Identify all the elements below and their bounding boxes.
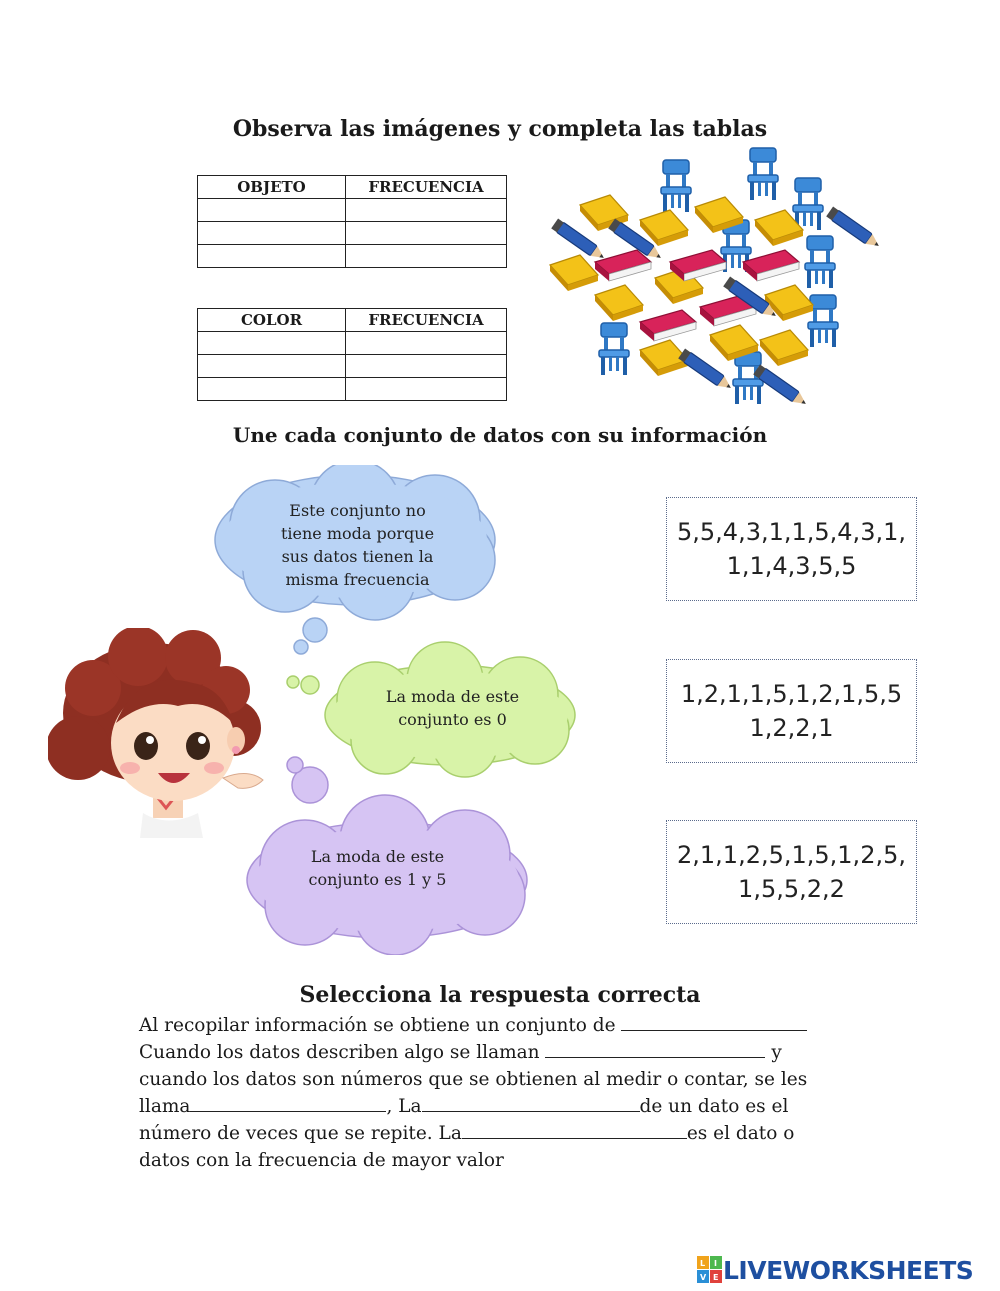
cloud-3-text: La moda de este conjunto es 1 y 5 <box>308 847 447 889</box>
table-cell-input[interactable] <box>346 245 507 268</box>
paragraph-text: de un dato es el <box>639 1096 789 1117</box>
logo-badge-letter: V <box>700 1273 707 1282</box>
table-cell-input[interactable] <box>346 332 507 355</box>
paragraph-text: cuando los datos son números que se obtienen al medir o contar, se les <box>139 1069 808 1090</box>
table-header: COLOR <box>198 309 346 332</box>
answer-blank-3[interactable] <box>190 1093 386 1112</box>
table-cell-input[interactable] <box>198 199 346 222</box>
table-cell-input[interactable] <box>346 222 507 245</box>
dataset-text: 1,2,1,1,5,1,2,1,5,5 1,2,2,1 <box>680 680 903 742</box>
paragraph-text: , La <box>386 1096 422 1117</box>
dataset-box-3[interactable] <box>666 820 917 924</box>
dataset-text: 2,1,1,2,5,1,5,1,2,5, 1,5,5,2,2 <box>677 841 906 903</box>
dataset-text: 5,5,4,3,1,1,5,4,3,1, 1,1,4,3,5,5 <box>677 518 906 580</box>
section3-title: Selecciona la respuesta correcta <box>299 982 701 1008</box>
table-cell-input[interactable] <box>198 332 346 355</box>
paragraph-text: y <box>765 1042 782 1063</box>
table-cell-input[interactable] <box>198 222 346 245</box>
table-cell-input[interactable] <box>198 355 346 378</box>
dataset-box-2[interactable] <box>666 659 917 763</box>
fill-in-paragraph <box>139 1012 859 1174</box>
cloud-1-text: Este conjunto no tiene moda porque sus datos tienen la misma frecuencia <box>280 501 435 589</box>
logo-badge-icon <box>697 1256 723 1284</box>
paragraph-text: llama <box>139 1096 191 1117</box>
paragraph-text: es el dato o <box>686 1123 795 1144</box>
table-cell-input[interactable] <box>346 355 507 378</box>
table-cell-input[interactable] <box>346 378 507 401</box>
answer-blank-2[interactable] <box>545 1039 765 1058</box>
cloud-2-text: La moda de este conjunto es 0 <box>385 687 520 729</box>
table-cell-input[interactable] <box>198 245 346 268</box>
table-header: OBJETO <box>198 176 346 199</box>
section2-title: Une cada conjunto de datos con su información <box>232 423 768 447</box>
object-frequency-table <box>197 175 507 268</box>
paragraph-text: Al recopilar información se obtiene un conjunto de <box>139 1015 622 1036</box>
logo-text: LIVEWORKSHEETS <box>723 1255 974 1285</box>
logo-badge-letter: E <box>713 1273 719 1282</box>
objects-illustration <box>545 140 885 410</box>
section1-title: Observa las imágenes y completa las tablas <box>232 116 768 142</box>
answer-blank-4[interactable] <box>422 1093 640 1112</box>
answer-blank-1[interactable] <box>621 1012 807 1031</box>
dataset-box-1[interactable] <box>666 497 917 601</box>
table-header: FRECUENCIA <box>346 176 507 199</box>
color-frequency-table <box>197 308 507 401</box>
liveworksheets-logo <box>697 1254 973 1286</box>
table-cell-input[interactable] <box>346 199 507 222</box>
table-cell-input[interactable] <box>198 378 346 401</box>
paragraph-text: Cuando los datos describen algo se llaman <box>139 1042 546 1063</box>
logo-badge-letter: I <box>714 1259 717 1268</box>
table-header: FRECUENCIA <box>346 309 507 332</box>
paragraph-text: número de veces que se repite. La <box>139 1123 462 1144</box>
answer-blank-5[interactable] <box>462 1120 687 1139</box>
paragraph-text: datos con la frecuencia de mayor valor <box>139 1150 504 1171</box>
logo-badge-letter: L <box>700 1259 706 1268</box>
